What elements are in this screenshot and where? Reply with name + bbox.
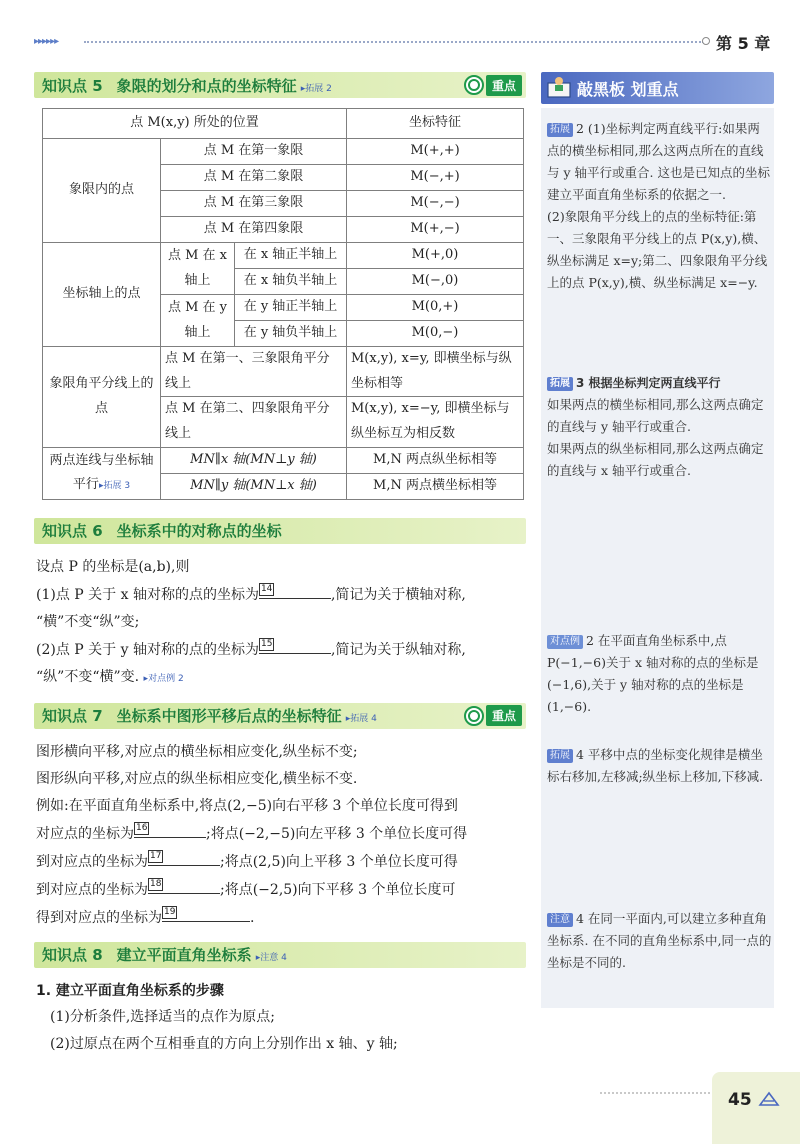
cell-feature: M(+,0): [347, 243, 524, 269]
kp8-title: [42, 944, 252, 965]
cell-position: 点 M 在第二、四象限角平分线上: [161, 397, 347, 447]
kp8-header: [34, 942, 526, 968]
kp6-line: (1)点 P 关于 x 轴对称的点的坐标为 14 ,简记为关于横轴对称,: [36, 581, 526, 609]
table-row: [43, 243, 524, 269]
chapter-label: 第 5 章: [716, 34, 771, 53]
answer-blank-14[interactable]: 14: [259, 581, 331, 599]
answer-blank-17[interactable]: 17: [148, 848, 220, 866]
header-rule-end: [702, 37, 710, 45]
kp7-line: 到对应点的坐标为 18 ;将点(−2,5)向下平移 3 个单位长度可: [36, 876, 526, 904]
kp8-title-text: 建立平面直角坐标系: [116, 946, 252, 965]
kp5-header: [34, 72, 526, 98]
cell-feature: M(0,+): [347, 295, 524, 321]
group-quadrant: 象限内的点: [43, 139, 161, 243]
kp6-header: [34, 518, 526, 544]
answer-blank-19[interactable]: 19: [162, 904, 250, 922]
cell-feature: M,N 两点横坐标相等: [347, 473, 524, 499]
side-ext2-text2: (2)象限角平分线上的点的坐标特征:第一、三象限角平分线上的点 P(x,y),横、纵坐标满足 x=y;第二、四象限角平分线上的点 P(x,y),横、纵坐标满足 x=−y.: [547, 209, 768, 290]
answer-blank-15[interactable]: 15: [259, 636, 331, 654]
key-tag: 重点: [486, 705, 522, 726]
target-icon: [464, 706, 484, 726]
kp7-line: 得到对应点的坐标为 19 .: [36, 904, 526, 932]
axis-x-label: 点 M 在 x 轴上: [161, 243, 235, 295]
side-ext4: [547, 744, 772, 788]
header-dotted-rule: [84, 41, 704, 43]
triangle-ruler-icon: [758, 1091, 780, 1107]
kp5-title: [42, 75, 297, 96]
cell-feature: M(−,−): [347, 191, 524, 217]
cell-feature: M(+,−): [347, 217, 524, 243]
blackboard-icon: [541, 72, 577, 104]
extension-tag: 拓展: [547, 123, 573, 137]
kp5-key-badge: [464, 75, 522, 95]
kp7-key-badge: [464, 706, 522, 726]
kp5-number: 知识点 5: [42, 76, 103, 95]
kp7-line: 例如:在平面直角坐标系中,将点(2,−5)向右平移 3 个单位长度可得到: [36, 797, 458, 814]
kp6-number: 知识点 6: [42, 522, 103, 541]
header-arrows: ▸▸▸▸▸▸: [34, 36, 59, 47]
table-row: [43, 447, 524, 473]
side-ext4-text: 4 平移中点的坐标变化规律是横坐标右移加,左移减;纵坐标上移加,下移减.: [547, 747, 764, 784]
side-ext2: [547, 118, 772, 294]
cell-position: MN∥x 轴(MN⊥y 轴): [161, 447, 347, 473]
cell-feature: M(0,−): [347, 321, 524, 347]
note-tag: 注意: [547, 913, 573, 927]
side-column-header-wrap: [541, 72, 774, 104]
side-header: [541, 72, 774, 104]
table-header-row: [43, 109, 524, 139]
parallel-extension-ref[interactable]: ▸拓展 3: [98, 481, 131, 492]
side-ext3-title: 3 根据坐标判定两直线平行: [576, 376, 721, 390]
side-note4-text: 4 在同一平面内,可以建立多种直角坐标系. 在不同的直角坐标系中,同一点的坐标是不同的.: [547, 911, 772, 970]
table-head-position: 点 M(x,y) 所处的位置: [43, 109, 347, 139]
side-ext2-text: 2 (1)坐标判定两直线平行:如果两点的横坐标相同,那么这两点所在的直线与 y 轴平行或重合. 这也是已知点的坐标建立平面直角坐标系的依据之一.: [547, 121, 770, 202]
kp7-header: [34, 703, 526, 729]
kp7-body: [34, 739, 526, 932]
side-ext3-text: 如果两点的横坐标相同,那么这两点确定的直线与 y 轴平行或重合.: [547, 397, 764, 434]
kp7-line: 图形纵向平移,对应点的纵坐标相应变化,横坐标不变.: [36, 770, 358, 787]
kp8-number: 知识点 8: [42, 946, 103, 965]
side-example2: [547, 630, 772, 718]
side-ext3-text2: 如果两点的纵坐标相同,那么这两点确定的直线与 x 轴平行或重合.: [547, 441, 764, 478]
side-example2-text: 2 在平面直角坐标系中,点 P(−1,−6)关于 x 轴对称的点的坐标是(−1,6),关于 y 轴对称的点的坐标是(1,−6).: [547, 633, 759, 714]
side-header-title: 敲黑板 划重点: [577, 79, 679, 99]
table-head-feature: 坐标特征: [347, 109, 524, 139]
group-axis: 坐标轴上的点: [43, 243, 161, 347]
answer-blank-18[interactable]: 18: [148, 876, 220, 894]
extension-tag: 拓展: [547, 377, 573, 391]
kp8-step-title: 1. 建立平面直角坐标系的步骤: [36, 982, 224, 999]
kp6-line: “横”不变“纵”变;: [36, 613, 140, 630]
cell-feature: M,N 两点纵坐标相等: [347, 447, 524, 473]
example-ref[interactable]: ▸对点例 2: [143, 673, 184, 684]
cell-position: MN∥y 轴(MN⊥x 轴): [161, 473, 347, 499]
kp6-line: “纵”不变“横”变. ▸对点例 2: [36, 668, 184, 685]
group-parallel-text: 两点连线与坐标轴平行: [49, 452, 154, 493]
cell-feature: M(+,+): [347, 139, 524, 165]
kp5-extension-ref[interactable]: ▸拓展 2: [300, 83, 332, 94]
kp6-line: (2)点 P 关于 y 轴对称的点的坐标为 15 ,简记为关于纵轴对称,: [36, 636, 526, 664]
cell-position: 点 M 在第一、三象限角平分线上: [161, 347, 347, 397]
cell-position: 点 M 在第三象限: [161, 191, 347, 217]
cell-feature: M(x,y), x=y, 即横坐标与纵坐标相等: [347, 347, 524, 397]
kp6-line: 设点 P 的坐标是(a,b),则: [36, 558, 190, 575]
kp5-title-text: 象限的划分和点的坐标特征: [116, 76, 297, 95]
cell-feature: M(x,y), x=−y, 即横坐标与纵坐标互为相反数: [347, 397, 524, 447]
extension-tag: 拓展: [547, 749, 573, 763]
axis-y-label: 点 M 在 y 轴上: [161, 295, 235, 347]
side-note4: [547, 908, 772, 974]
group-parallel: [43, 447, 161, 499]
kp6-title-text: 坐标系中的对称点的坐标: [116, 522, 282, 541]
page-number: 45: [728, 1090, 780, 1110]
cell-position: 点 M 在第一象限: [161, 139, 347, 165]
group-bisector: 象限角平分线上的点: [43, 347, 161, 448]
kp8-note-ref[interactable]: ▸注意 4: [255, 953, 287, 964]
example-tag: 对点例: [547, 635, 583, 649]
quadrant-table: [42, 108, 524, 500]
cell-position: 在 y 轴负半轴上: [235, 321, 347, 347]
cell-feature: M(−,0): [347, 269, 524, 295]
side-ext3: [547, 372, 772, 482]
cell-position: 点 M 在第四象限: [161, 217, 347, 243]
kp6-body: [34, 554, 526, 693]
kp7-title-text: 坐标系中图形平移后点的坐标特征: [116, 707, 342, 726]
table-row: [43, 139, 524, 165]
kp7-title: [42, 705, 342, 726]
kp7-number: 知识点 7: [42, 707, 103, 726]
cell-feature: M(−,+): [347, 165, 524, 191]
main-column: [34, 72, 526, 1058]
kp7-extension-ref[interactable]: ▸拓展 4: [345, 714, 377, 725]
kp8-step: (2)过原点在两个互相垂直的方向上分别作出 x 轴、y 轴;: [50, 1035, 398, 1052]
kp7-line: 对应点的坐标为 16 ;将点(−2,−5)向左平移 3 个单位长度可得: [36, 820, 526, 848]
cell-position: 在 y 轴正半轴上: [235, 295, 347, 321]
cell-position: 在 x 轴正半轴上: [235, 243, 347, 269]
kp8-step: (1)分析条件,选择适当的点作为原点;: [50, 1008, 275, 1025]
kp7-line: 到对应点的坐标为 17 ;将点(2,5)向上平移 3 个单位长度可得: [36, 848, 526, 876]
kp6-title: [42, 520, 282, 541]
table-row: [43, 347, 524, 397]
footer-dotted-rule: [600, 1092, 710, 1094]
target-icon: [464, 75, 484, 95]
cell-position: 在 x 轴负半轴上: [235, 269, 347, 295]
key-tag: 重点: [486, 75, 522, 96]
answer-blank-16[interactable]: 16: [134, 820, 206, 838]
cell-position: 点 M 在第二象限: [161, 165, 347, 191]
kp7-line: 图形横向平移,对应点的横坐标相应变化,纵坐标不变;: [36, 743, 358, 760]
kp8-body: [34, 978, 526, 1058]
